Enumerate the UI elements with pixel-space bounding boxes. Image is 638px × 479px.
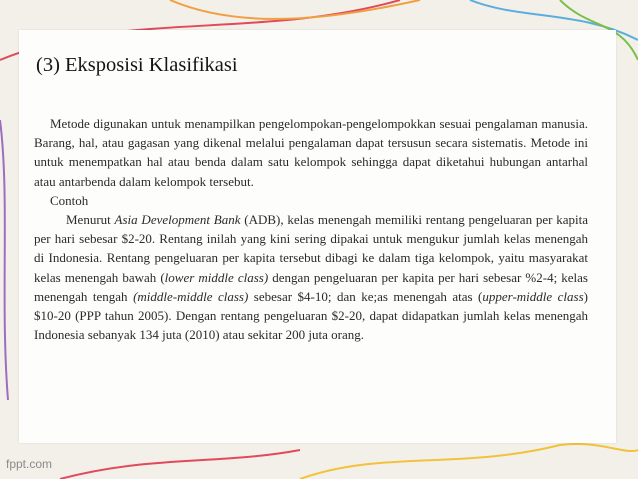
text-run: sebesar $4-10; dan ke;as menengah atas (	[248, 288, 483, 304]
example-label: Contoh	[50, 192, 89, 208]
decor-curve-yellow	[300, 444, 638, 479]
slide-title: (3) Eksposisi Klasifikasi	[36, 54, 238, 76]
decor-curve-pink	[60, 450, 300, 479]
paragraph-definition: Metode digunakan untuk menampilkan pengelompokan-pengelompokkan sesuai pengalaman manusia. Barang, hal, atau gagasan yang dikenal melalui pengalaman dapat tersusun secara sistematis. Metode ini untuk menempatkan hal atau benda dalam satu kelompok sehingga dapat diketahui hubungan antarhal atau antarbenda dalam kelompok tersebut.	[34, 116, 588, 189]
paragraph-example	[34, 210, 588, 344]
italic-term-adb: Asia Development Bank	[114, 212, 241, 228]
decor-curve-purple	[0, 120, 8, 400]
slide-body-text	[34, 114, 588, 344]
brand-watermark: fppt.com	[6, 457, 53, 471]
text-run: Menurut	[66, 212, 115, 228]
italic-term-upper: upper-middle class	[482, 288, 584, 304]
text-run: ) $10-20 (PPP tahun 2005). Dengan rentang pengeluaran $2-20, dapat didapatkan jumlah kelas menengah Indonesia sebanyak 134 juta (2010) atau sekitar 200 juta orang.	[34, 288, 588, 343]
decor-curve-orange	[170, 0, 420, 19]
text-run: dengan pengeluaran per kapita per hari sebesar %2-4; kelas menengah tengah	[34, 269, 588, 304]
italic-term-lower: lower middle class)	[164, 269, 269, 285]
text-run: (ADB), kelas menengah memiliki rentang pengeluaran per kapita per hari sebesar $2-20. Rentang inilah yang kini sering dipakai untuk mengukur jumlah kelas menengah di Indonesia. Rentang pengeluaran per kapita tersebut dibagi ke dalam tiga kelompok, yaitu masyarakat kelas menengah bawah (	[34, 212, 588, 285]
italic-term-middle: (middle-middle class)	[133, 288, 249, 304]
